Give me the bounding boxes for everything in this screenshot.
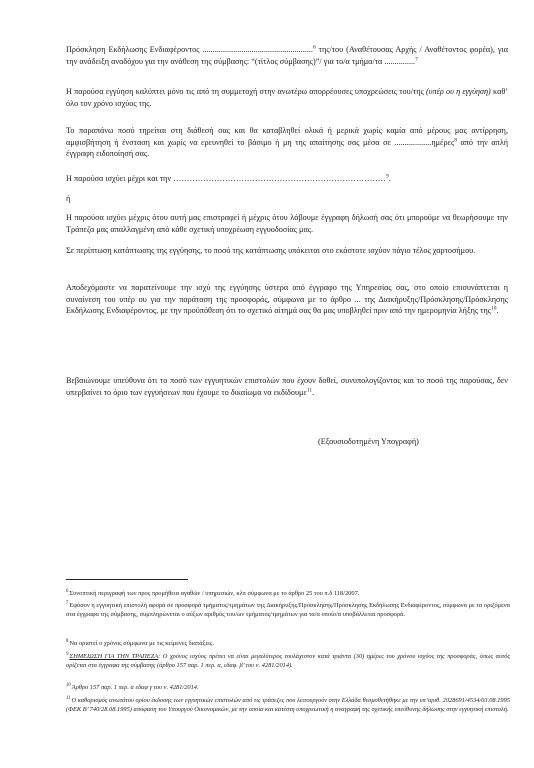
footnote-divider [66, 579, 188, 580]
footnote-ref: 9 [385, 173, 389, 180]
text: Η παρούσα εγγύηση καλύπτει μόνο τις από τη συμμετοχή στην ανωτέρω απορρέουσες υποχρεώσεις του/της [66, 87, 427, 96]
footnote-ref: 11 [306, 386, 313, 393]
text: της/του (Αναθέτουσας Αρχής / Αναθέτοντος φορέα), για την ανάδειξη αναδόχου για την ανάθεση της σύμβασης: “(τίτλος σύμβασης)”/ για το/α τμήμα/τα ............... [66, 45, 508, 66]
paragraph-certification [66, 375, 508, 398]
footnote-text: Άρθρο 157 παρ. 1 περ. α εδαφ γ του ν. 4281/2014. [71, 684, 199, 691]
footnote-text: Συνοπτική περιγραφή των προς προμήθεια αγαθών / υπηρεσιών, κλπ σύμφωνα με το άρθρο 25 του π.δ 118/2007. [69, 590, 360, 597]
text: Αποδεχόμαστε να παρατείνουμε την ισχύ της εγγύησης ύστερα από έγγραφο της Υπηρεσίας σας, στο οποίο επισυνάπτεται η συναίνεση του υπέρ ου για την παράταση της προσφοράς, σύμφωνα με το άρθρο ... της Διακήρυξης/Πρόσκλησης/Πρόσκλησης Εκδήλωσης Ενδιαφέροντος, με την προϋπόθεση ότι το σχετικό αίτημά σας θα μας υποβληθεί πριν από την ημερομηνία λήξης της [66, 283, 508, 316]
footnote-number: 8 [66, 638, 69, 644]
paragraph-coverage [66, 86, 508, 109]
footnote-ref: 6 [312, 44, 316, 51]
authorized-signature: (Εξουσιοδοτημένη Υπογραφή) [318, 437, 419, 446]
paragraph-payment [66, 125, 508, 160]
paragraph-validity [66, 173, 508, 185]
footnote-text: Εφόσον η εγγυητική επιστολή αφορά σε προσφορά τμήματος/τμημάτων της Διακήρυξης/Πρόσκλησης/Πρόσκλησης Εκδήλωσης Ενδιαφέροντος, σύμφωνα με τα οριζόμενα στα έγγραφα της σύμβασης, συμπληρώνεται ο αύξων αριθμός του/ων τμήματος/τμημάτων για τα/α οποίο/α υποβάλλεται προσφορά. [66, 602, 510, 618]
footnote-ref: 7 [415, 55, 418, 62]
footnote-number: 10 [66, 682, 71, 688]
footnote-number: 11 [66, 695, 71, 701]
text: Το παραπάνω ποσό τηρείται στη διάθεσή σας και θα καταβληθεί ολικά ή μερικά χωρίς καμία από μέρους μας αντίρρηση, αμφισβήτηση ή ένσταση και χωρίς να ερευνηθεί το βάσιμο ή μη της απαίτησης σας μέσα σε ..................ημέρες [66, 126, 508, 147]
text: . [388, 174, 391, 183]
bank-note-label: ΣΗΜΕΙΩΣΗ ΓΙΑ ΤΗΝ ΤΡΑΠΕΖΑ [69, 653, 159, 660]
footnote-10 [66, 684, 510, 693]
paragraph-or [66, 193, 508, 205]
footnote-number: 9 [66, 651, 69, 657]
text: από την απλή έγγραφη ειδοποίησή σας. [66, 137, 508, 159]
text: Η παρούσα ισχύει μέχρι και την …………………………………………………………………… [66, 174, 386, 183]
paragraph-extension [66, 282, 508, 317]
text: Πρόσκληση Εκδήλωσης Ενδιαφέροντος ...................................................... [66, 45, 313, 54]
paragraph-return [66, 212, 508, 235]
text: καθ’ όλο τον χρόνο ισχύος της. [66, 87, 509, 108]
footnote-number: 6 [66, 588, 69, 594]
text: . [312, 387, 315, 397]
text: . [496, 306, 499, 316]
footnote-number: 7 [66, 600, 69, 606]
footnote-11 [66, 697, 510, 714]
paragraph-forfeiture [66, 245, 508, 257]
footnote-ref: 8 [454, 136, 457, 143]
text: Η παρούσα ισχύει μέχρις ότου αυτή μας επιστραφεί ή μέχρις ότου λάβουμε έγγραφη δήλωσή σας ότι μπορούμε να θεωρήσουμε την Τράπεζα μας απαλλαγμένη από κάθε σχετική υποχρέωση εγγυοδοσίας μας. [66, 213, 508, 234]
text: ή [66, 194, 71, 203]
footnote-text: : Ο χρόνος ισχύος πρέπει να είναι μεγαλύτερος τουλάχιστον κατά τριάντα (30) ημέρες του χρόνου ισχύος της προσφοράς, όπως αυτός ορίζεται στα έγγραφα της σύμβασης (άρθρο 157 παρ. 1 περ. α, εδαφ. β’ του ν. 4281/2014). [66, 653, 510, 669]
footnote-7 [66, 602, 510, 619]
footnote-6 [66, 590, 510, 599]
footnote-ref: 10 [491, 305, 497, 312]
footnote-9 [66, 653, 510, 670]
footnote-text: Να οριστεί ο χρόνος σύμφωνα με τις κείμενες διατάξεις. [69, 640, 215, 647]
text: Βεβαιώνουμε υπεύθυνα ότι το ποσό των εγγυητικών επιστολών που έχουν δοθεί, συνυπολογίζοντας και το ποσό της παρούσας, δεν υπερβαίνει το όριο των εγγυήσεων που έχουμε το δικαίωμα να εκδίδουμε [66, 376, 508, 397]
text: Σε περίπτωση κατάπτωσης της εγγύησης, το ποσό της κατάπτωσης υπόκειται στο εκάστοτε ισχύον πάγιο τέλος χαρτοσήμου. [66, 246, 476, 255]
footnote-text: Ο καθορισμός ανωτάτου ορίου έκδοσης των εγγυητικών επιστολών από τις τράπεζες που λειτουργούν στην Ελλάδα θεσμοθετήθηκε με την υπ’αριθ. 2028691/4534/03.08.1995 (ΦΕΚ Β’ 740/28.08.1995) απόφαση του Υπουργού Οικονομικών, με την οποία και κατέστη υποχρεωτική η αναγραφή της σχετικής υπεύθυνης δήλωσης στην εγγυητική επιστολή. [66, 697, 510, 713]
footnote-8 [66, 640, 510, 649]
italic-text: (υπέρ ου η εγγύηση) [426, 87, 491, 96]
paragraph-invitation [66, 44, 508, 67]
